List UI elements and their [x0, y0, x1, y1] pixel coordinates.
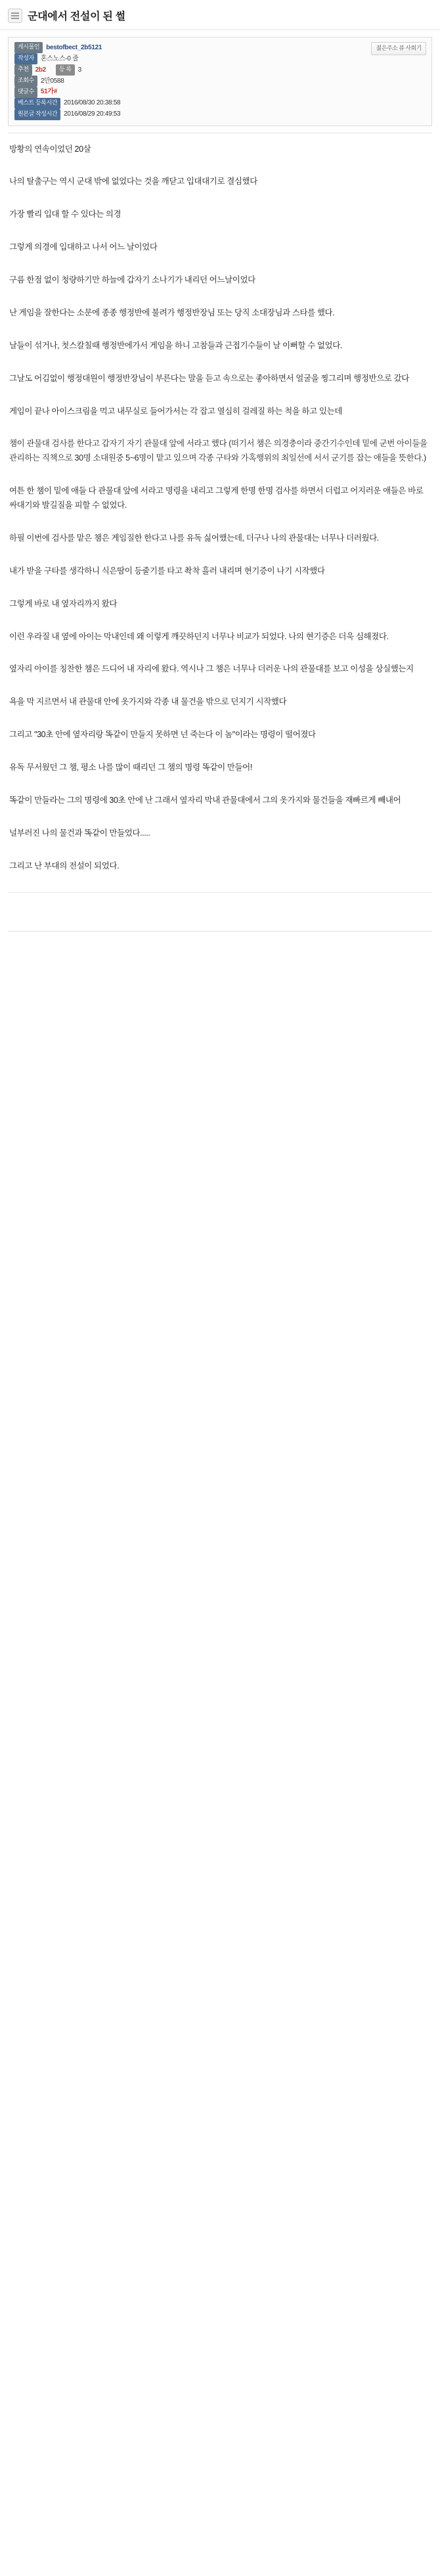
list-icon	[8, 9, 22, 23]
post-paragraph: 구름 한점 없이 청량하기만 하늘에 갑자기 소나기가 내리던 어느날이었다	[9, 275, 255, 285]
post-paragraph: 게임이 끝나 아이스크림을 먹고 내무실로 들어가서는 각 잡고 열심히 걸레질 하는 척을 하고 있는데	[9, 406, 342, 416]
report-button[interactable]: 젊은주소 퓨 사회기	[371, 42, 426, 55]
post-paragraph: 여튼 한 챔이 밑에 애들 다 관물대 앞에 서라고 명령을 내리고 그렇게 한명 한명 검사를 하면서 더럽고 어지러운 애들은 바로 싸대기와 발길질을 피할 수 없었다.	[9, 486, 424, 510]
post-paragraph: 욕을 막 지르면서 내 관물대 안에 옷가지와 각종 내 물건을 밖으로 던지기 시작했다	[9, 697, 287, 707]
post-title-bar	[0, 0, 440, 30]
post-paragraph: 그리고 난 부대의 전설이 되었다.	[9, 861, 120, 870]
meta-value-recommend: 2b2	[35, 66, 46, 74]
post-paragraph: 옆자리 아이를 칭찬한 챔은 드디어 내 자리에 왔다. 역시나 그 챔은 너무나 더러운 나의 관물대를 보고 이성을 상실했는지	[9, 664, 414, 674]
page-title: 군대에서 전설이 된 썰	[28, 11, 125, 22]
meta-value-down: 3	[77, 66, 81, 74]
post-bottom-rule	[8, 931, 432, 932]
meta-value-author[interactable]: bestofbect_2b5121	[46, 43, 102, 51]
post-paragraph: 가장 빨리 입대 할 수 있다는 의경	[9, 210, 121, 219]
meta-row-recommend	[14, 64, 426, 76]
post-body	[8, 133, 432, 931]
post-paragraph: 난 게임을 잘한다는 소문에 종종 행정반에 불려가 행정반장님 또는 당직 소대장님과 스타를 했다.	[9, 307, 335, 317]
post-paragraph: 챔이 관물대 검사를 한다고 갑자기 자기 관물대 앞에 서라고 했다 (떠기서 챔은 의경충이라 중간기수인데 밑에 군번 아이들을 관리하는 직책으로 30명 소대원중 5~6명이 맡고 있으며 각종 구타와 가혹행위의 최일선에 서서 군기를 잡는 애들을 뜻한다.)	[9, 439, 428, 463]
post-paragraph: 그렇게 의경에 입대하고 나서 어느 날이었다	[9, 242, 158, 252]
post-paragraph: 그날도 어김없이 행정대원이 행정반장님이 부른다는 말을 듣고 속으로는 좋아하면서 얼굴을 찡그리며 행정반으로 갔다	[9, 373, 409, 383]
meta-value-views: 2만0588	[40, 77, 64, 85]
post-paragraph: 내가 받을 구타를 생각하니 식은땀이 등줄기를 타고 촥착 흘러 내리며 현기증이 나기 시작했다	[9, 566, 325, 576]
post-paragraph: 이런 우라질 내 옆에 아이는 막내인데 왜 이렇게 깨끗하던지 너무나 비교가 되었다. 나의 현기증은 더욱 심해졌다.	[9, 631, 389, 641]
post-paragraph: 똑같이 만들라는 그의 명령에 30초 안에 난 그래서 옆자리 막내 관물대에서 그의 옷가지와 물건들을 재빠르게 빼내어	[9, 795, 401, 805]
post-paragraph: 그리고 "30초 안에 옆자리랑 똑같이 만들지 못하면 넌 죽는다 이 놈"이라는 명령이 떨어졌다	[9, 730, 316, 740]
meta-label-written-time: 원본글 작성시간	[14, 109, 60, 120]
meta-value-writer[interactable]: 혼스노스-0 줄	[40, 55, 79, 62]
meta-row-author	[14, 42, 426, 53]
post-meta-panel	[8, 37, 432, 126]
post-paragraph: 방황의 연속이었던 20살	[9, 144, 91, 154]
meta-label-best-time: 베스트 등록시간	[14, 98, 60, 109]
meta-row-written-time	[14, 109, 426, 120]
meta-value-written-time: 2016/08/29 20:49:53	[64, 110, 121, 118]
meta-row-writer	[14, 53, 426, 64]
meta-label-author: 게시물인	[14, 42, 43, 53]
post-paragraph: 날들이 섞거나, 첫스칼칠때 행정반에가서 게임을 하니 고참들과 근접기수들이 날 이뻐할 수 없었다.	[9, 340, 342, 350]
meta-row-best-time	[14, 98, 426, 109]
meta-label-comments: 댓글수	[14, 87, 37, 98]
meta-row-views	[14, 76, 426, 87]
post-paragraph: 유독 무서웠던 그 챔, 평소 나를 많이 때리던 그 챔의 명령 똑같이 만들어!	[9, 763, 252, 773]
post-paragraph: 하필 이번에 검사를 맡은 챔은 게임질한 한다고 나를 유독 싫어했는데, 더구나 나의 관물대는 너무나 더러웠다.	[9, 533, 379, 543]
meta-row-comments	[14, 87, 426, 98]
meta-row-down	[56, 64, 81, 76]
post-paragraph: 그렇게 바로 내 옆자리까지 왔다	[9, 599, 118, 608]
meta-label-down: 등 록	[56, 64, 75, 76]
meta-label-recommend: 추천	[14, 64, 32, 76]
meta-value-best-time: 2016/08/30 20:38:58	[64, 99, 121, 107]
meta-label-writer: 작성자	[14, 53, 37, 64]
meta-label-views: 조회수	[14, 76, 37, 87]
post-paragraph: 널부러진 나의 물건과 똑같이 만들었다.....	[9, 828, 150, 838]
body-separator	[8, 892, 432, 893]
post-paragraph: 나의 탈출구는 역시 군대 밖에 없었다는 것을 깨닫고 입대대기로 결심했다	[9, 177, 257, 187]
meta-value-comments[interactable]: 51가#	[40, 88, 58, 96]
